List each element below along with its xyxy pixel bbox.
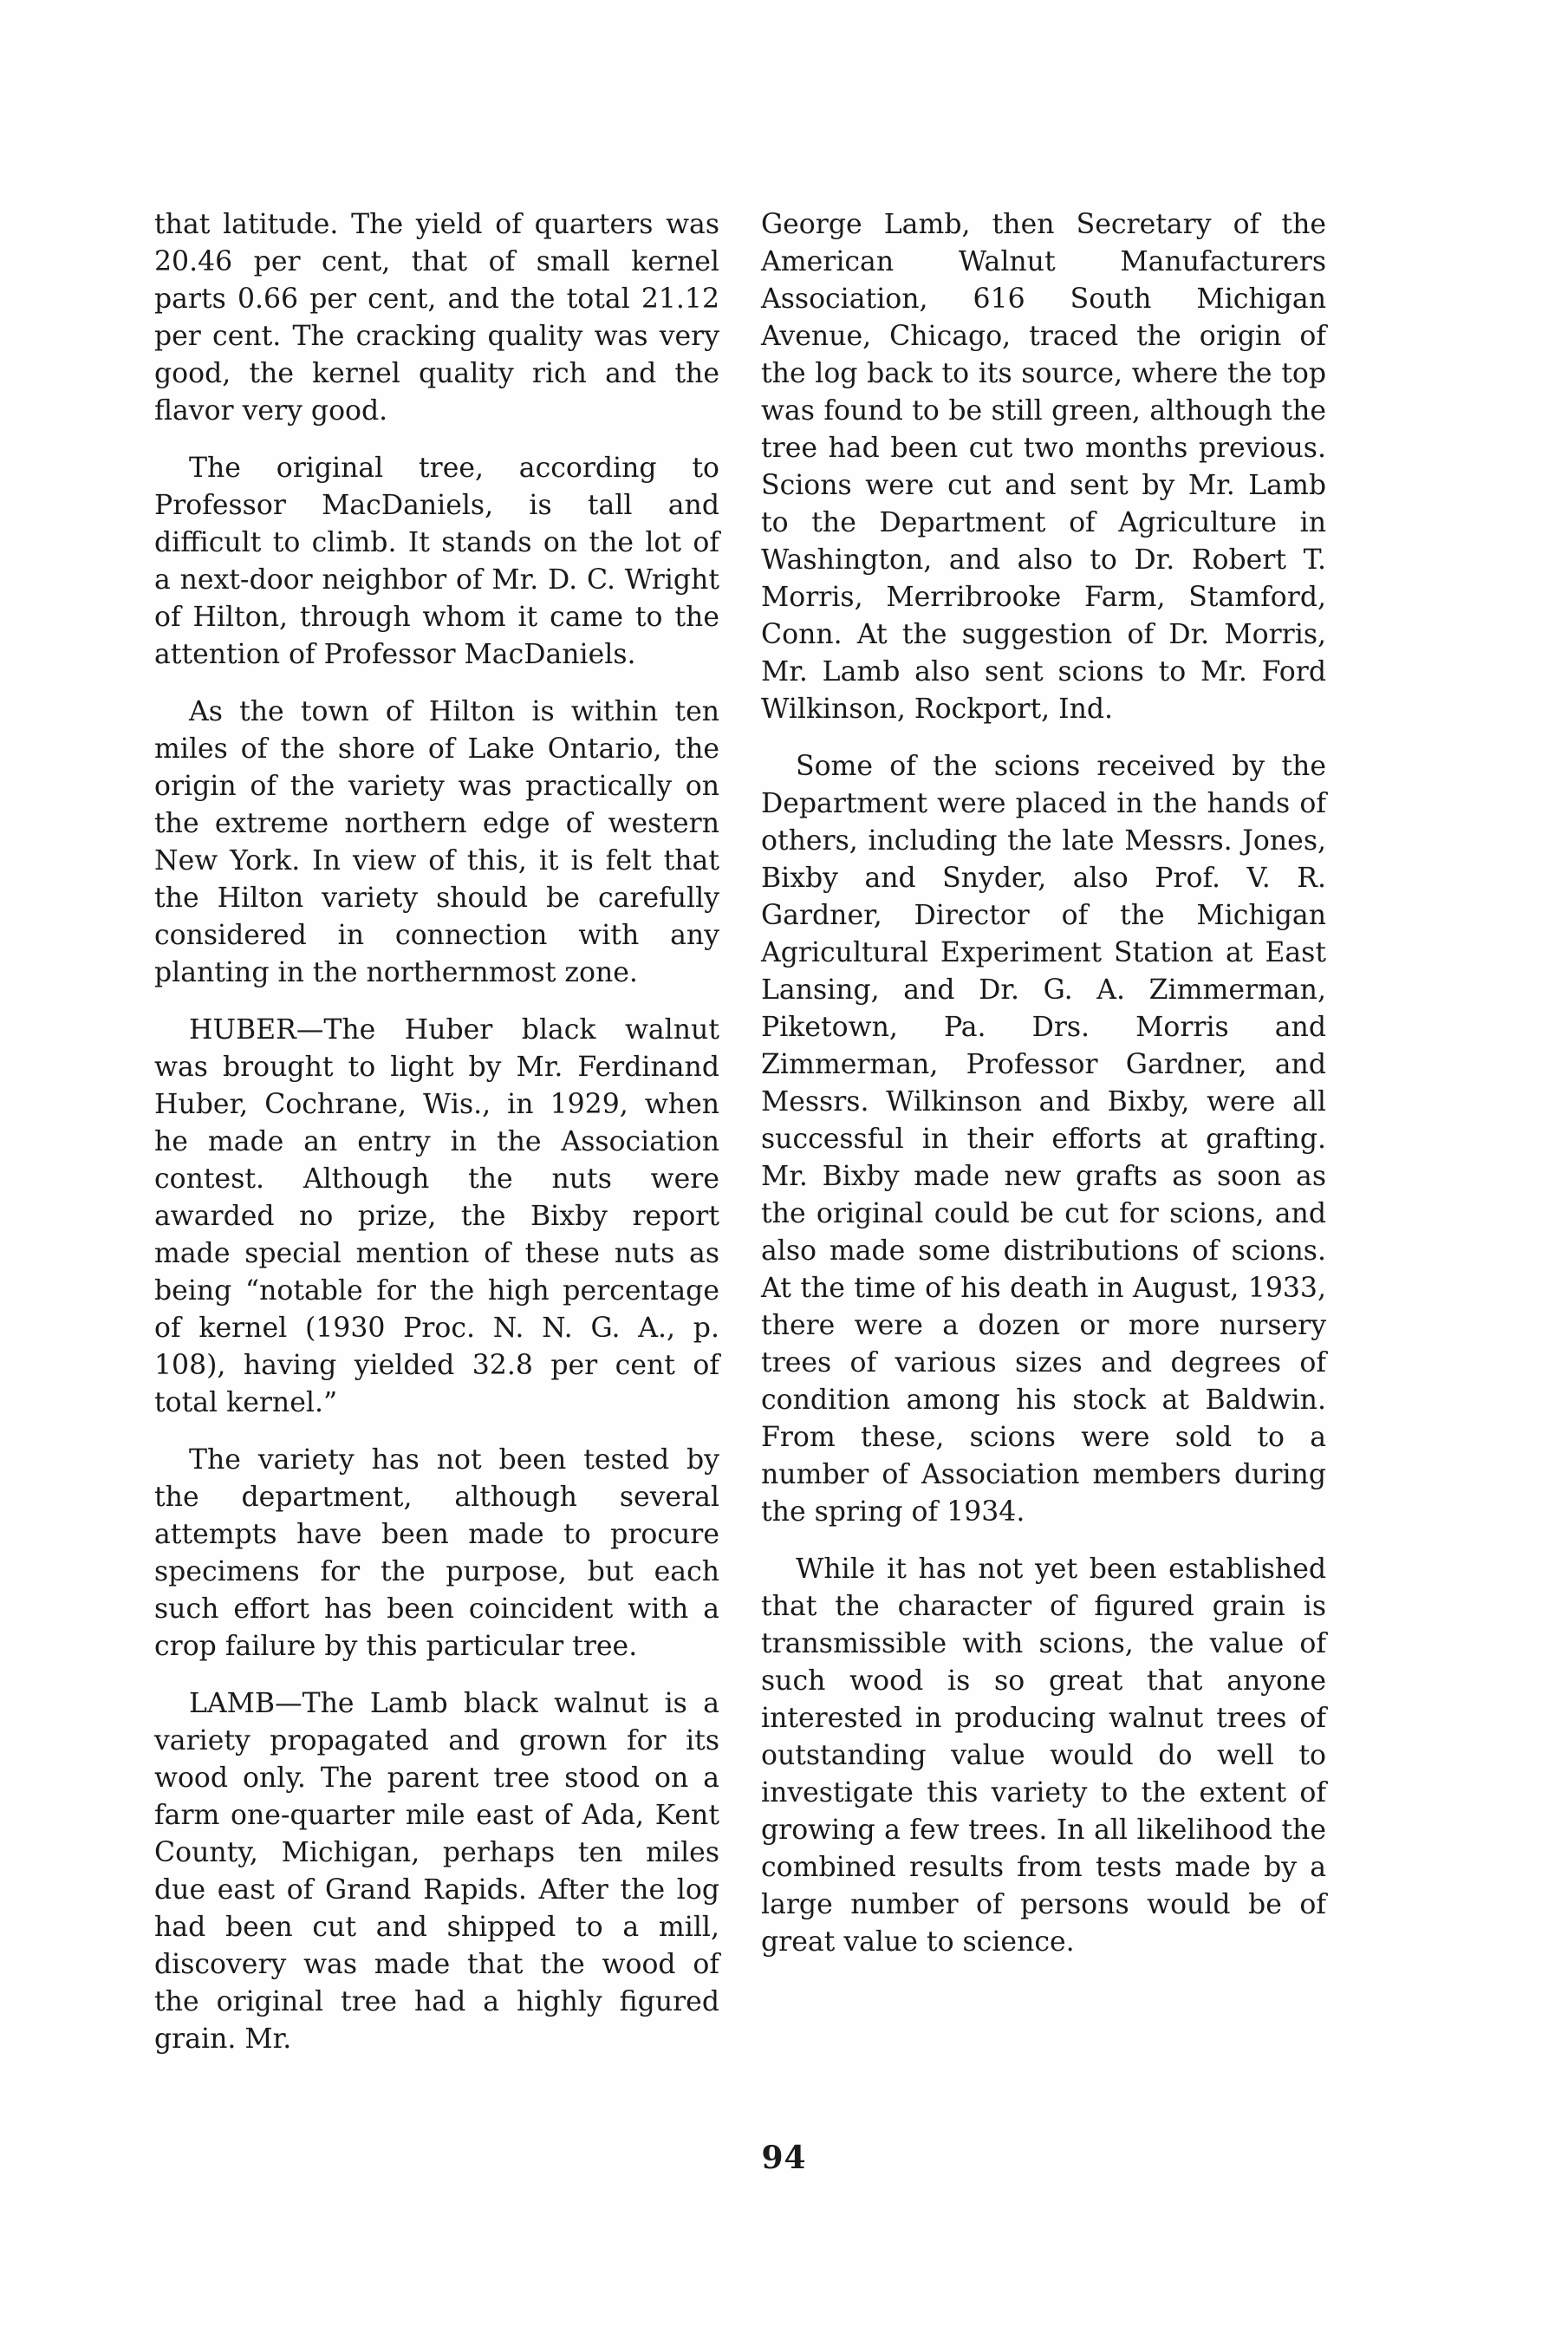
paragraph-lamb-origin: George Lamb, then Secretary of the American Walnut Manufacturers Association, 616 South Michigan Avenue, Chicago, traced the origin of the log back to its source, where the top was found to be still green, although the tree had been cut two months previous. Scions were cut and sent by Mr. Lamb to the Department of Agriculture in Washington, and also to Dr. Robert T. Morris, Merribrooke Farm, Stamford, Conn. At the suggestion of Dr. Morris, Mr. Lamb also sent scions to Mr. Ford Wilkinson, Rockport, Ind. [761,209,1326,725]
paragraph-hilton-location: As the town of Hilton is within ten miles of the shore of Lake Ontario, the origin of the variety was practically on the extreme northern edge of western New York. In view of this, it is felt that the Hilton variety should be carefully considered in connection with any planting in the northernmost zone. [154,696,719,988]
paragraph-huber-testing: The variety has not been tested by the department, although several attempts have been made to procure specimens for the purpose, but each such effort has been coincident with a crop failure by this particular tree. [154,1444,719,1662]
paragraph-hilton-yield: that latitude. The yield of quarters was 20.46 per cent, that of small kernel parts 0.66 per cent, and the total 21.12 per cent. The cracking quality was very good, the kernel quality rich and the flavor very good. [154,209,719,427]
paragraph-huber-intro: HUBER—The Huber black walnut was brought to light by Mr. Ferdinand Huber, Cochrane, Wis., in 1929, when he made an entry in the Association contest. Although the nuts were awarded no prize, the Bixby report made special mention of these nuts as being “notable for the high percentage of kernel (1930 Proc. N. N. G. A., p. 108), having yielded 32.8 per cent of total kernel.” [154,1014,719,1418]
page-number: 94 [761,2140,807,2176]
paragraph-lamb-intro: LAMB—The Lamb black walnut is a variety propagated and grown for its wood only. The parent tree stood on a farm one-quarter mile east of Ada, Kent County, Michigan, perhaps ten miles due east of Grand Rapids. After the log had been cut and shipped to a mill, discovery was made that the wood of the original tree had a highly figured grain. Mr. [154,1688,719,2055]
right-column [761,206,1326,1981]
paragraph-lamb-conclusion: While it has not yet been established that the character of figured grain is transmissible with scions, the value of such wood is so great that anyone interested in producing walnut trees of outstanding value would do well to investigate this variety to the extent of growing a few trees. In all likelihood the combined results from tests made by a large number of persons would be of great value to science. [761,1554,1326,1958]
left-column [154,206,719,2078]
paragraph-lamb-scions: Some of the scions received by the Department were placed in the hands of others, including the late Messrs. Jones, Bixby and Snyder, also Prof. V. R. Gardner, Director of the Michigan Agricultural Experiment Station at East Lansing, and Dr. G. A. Zimmerman, Piketown, Pa. Drs. Morris and Zimmerman, Professor Gardner, and Messrs. Wilkinson and Bixby, were all successful in their efforts at grafting. Mr. Bixby made new grafts as soon as the original could be cut for scions, and also made some distributions of scions. At the time of his death in August, 1933, there were a dozen or more nursery trees of various sizes and degrees of condition among his stock at Baldwin. From these, scions were sold to a number of Association members during the spring of 1934. [761,751,1326,1528]
paragraph-hilton-original-tree: The original tree, according to Professor MacDaniels, is tall and difficult to climb. It stands on the lot of a next-door neighbor of Mr. D. C. Wright of Hilton, through whom it came to the attention of Professor MacDaniels. [154,453,719,670]
